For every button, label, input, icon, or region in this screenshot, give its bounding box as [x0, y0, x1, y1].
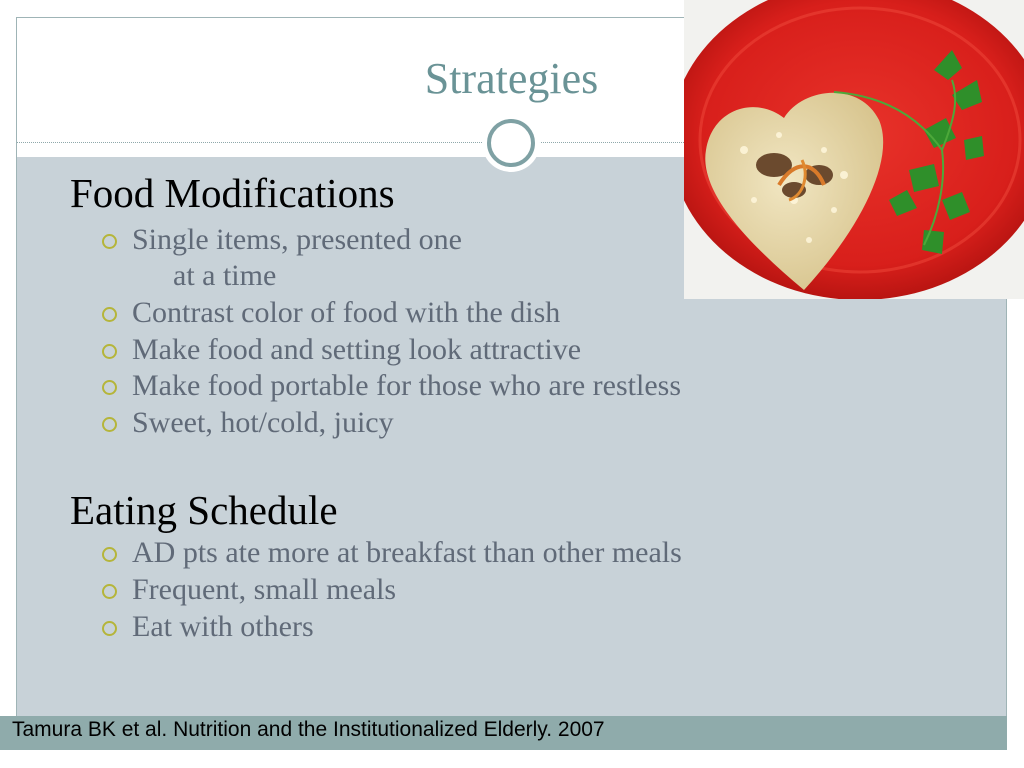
food-photo — [684, 0, 1024, 299]
list-item-text: Contrast color of food with the dish — [132, 296, 561, 329]
list-item-continuation: at a time — [173, 259, 277, 292]
citation-text: Tamura BK et al. Nutrition and the Institutionalized Elderly. 2007 — [12, 718, 605, 741]
list-item-text: AD pts ate more at breakfast than other meals — [132, 536, 682, 569]
circle-bullet-icon — [102, 621, 117, 636]
list-item-text: Single items, presented one — [132, 223, 462, 256]
list-item-text: Sweet, hot/cold, juicy — [132, 406, 394, 439]
circle-bullet-icon — [102, 547, 117, 562]
section-heading-food-modifications: Food Modifications — [70, 170, 395, 216]
list-item-text: Frequent, small meals — [132, 573, 397, 606]
circle-bullet-icon — [102, 234, 117, 249]
circle-bullet-icon — [102, 344, 117, 359]
circle-bullet-icon — [102, 584, 117, 599]
circle-bullet-icon — [102, 307, 117, 322]
circle-bullet-icon — [102, 417, 117, 432]
circle-ornament-icon — [482, 114, 540, 172]
circle-bullet-icon — [102, 380, 117, 395]
section-heading-eating-schedule: Eating Schedule — [70, 487, 338, 533]
list-item-text: Make food and setting look attractive — [132, 333, 582, 366]
slide-title: Strategies — [424, 54, 599, 103]
list-item-text: Eat with others — [132, 610, 314, 643]
list-item-text: Make food portable for those who are restless — [132, 369, 681, 402]
